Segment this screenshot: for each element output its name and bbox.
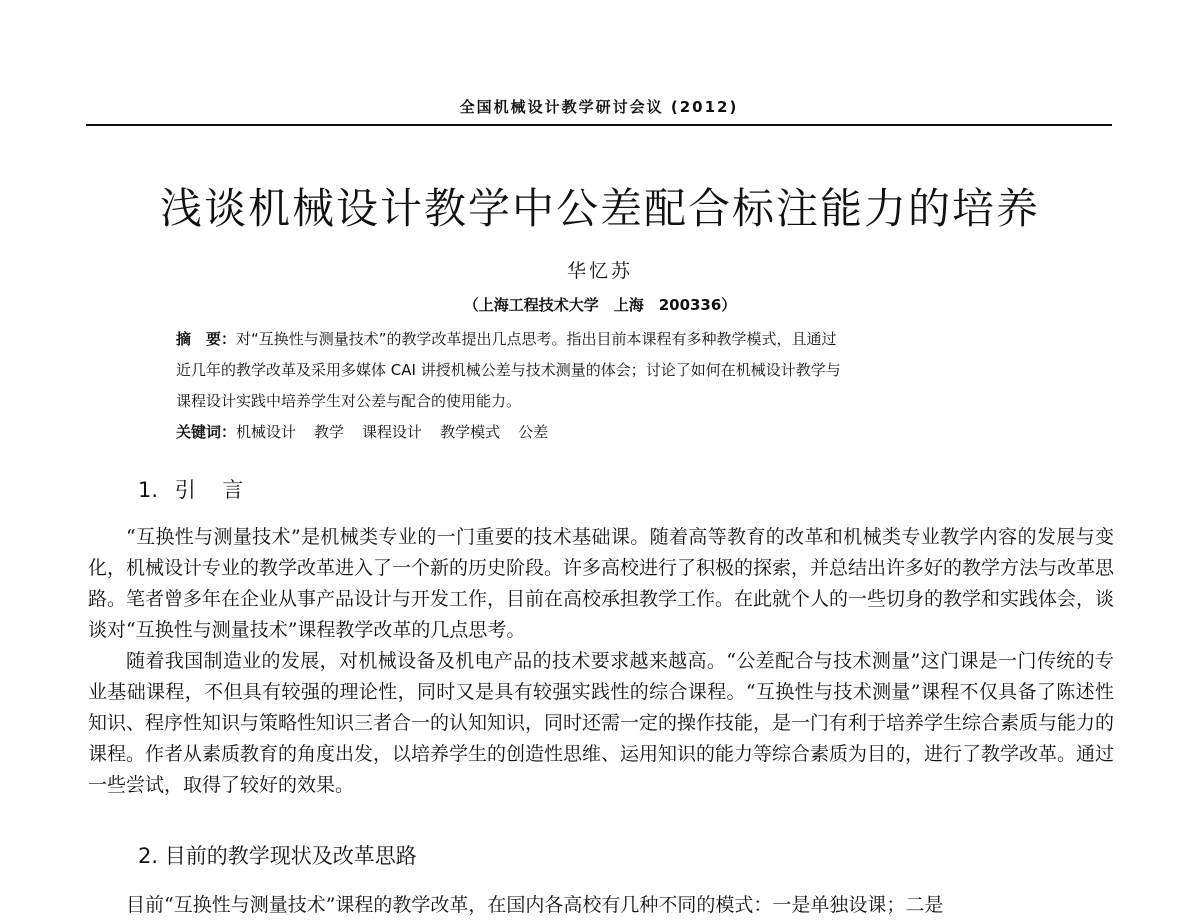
abstract-line-2: 近几年的教学改革及采用多媒体 CAI 讲授机械公差与技术测量的体会；讨论了如何在机械设计教学与: [176, 361, 841, 379]
keywords-label: 关键词：: [176, 423, 237, 441]
section-2-body: [88, 890, 1114, 921]
keyword: 课程设计: [362, 423, 423, 441]
abstract-label: 摘 要：: [176, 330, 237, 348]
section-1-title-a: 引: [174, 478, 196, 502]
abstract-line-3: 课程设计实践中培养学生对公差与配合的使用能力。: [176, 392, 522, 410]
paragraph: 目前“互换性与测量技术”课程的教学改革，在国内各高校有几种不同的模式：一是单独设课；二是: [126, 894, 944, 916]
affiliation: （上海工程技术大学 上海 200336）: [463, 296, 737, 314]
section-1-body: [88, 522, 1114, 801]
paragraph: 随着我国制造业的发展，对机械设备及机电产品的技术要求越来越高。“公差配合与技术测量”这门课是一门传统的专业基础课程，不但具有较强的理论性，同时又是具有较强实践性的综合课程。“互换性与技术测量”课程不仅具备了陈述性知识、程序性知识与策略性知识三者合一的认知知识，同时还需一定的操作技能，是一门有利于培养学生综合素质与能力的课程。作者从素质教育的角度出发，以培养学生的创造性思维、运用知识的能力等综合素质为目的，进行了教学改革。通过一些尝试，取得了较好的效果。: [88, 650, 1115, 796]
section-1-number: 1.: [138, 478, 159, 502]
paper-title: 浅谈机械设计教学中公差配合标注能力的培养: [159, 184, 1040, 233]
keyword: 机械设计: [236, 423, 297, 441]
section-2-heading: 2. 目前的教学现状及改革思路: [138, 844, 417, 868]
header-rule: [86, 124, 1112, 126]
section-1-title-b: 言: [222, 478, 244, 502]
abstract-text: 对“互换性与测量技术”的教学改革提出几点思考。指出目前本课程有多种教学模式，且通过: [236, 330, 837, 348]
abstract-line-1: [176, 324, 1036, 355]
keyword: 公差: [518, 423, 549, 441]
section-1-heading: [138, 474, 243, 504]
keyword: 教学: [314, 423, 345, 441]
paragraph: “互换性与测量技术”是机械类专业的一门重要的技术基础课。随着高等教育的改革和机械类专业教学内容的发展与变化，机械设计专业的教学改革进入了一个新的历史阶段。许多高校进行了积极的探索，并总结出许多好的教学方法与改革思路。笔者曾多年在企业从事产品设计与开发工作，目前在高校承担教学工作。在此就个人的一些切身的教学和实践体会，谈谈对“互换性与测量技术”课程教学改革的几点思考。: [88, 526, 1115, 641]
running-header: 全国机械设计教学研讨会议 (2012): [459, 98, 739, 116]
abstract: [176, 324, 1036, 448]
author: 华忆苏: [566, 260, 633, 282]
keywords: [176, 417, 1036, 448]
keyword: 教学模式: [440, 423, 501, 441]
